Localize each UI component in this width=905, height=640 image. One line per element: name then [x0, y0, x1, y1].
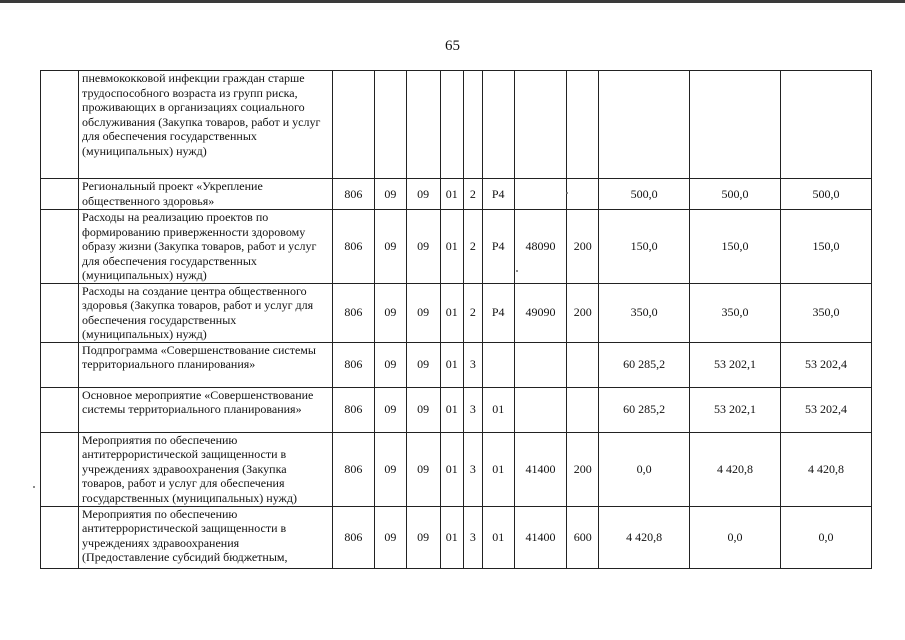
code-cell-c3: 09: [406, 179, 440, 210]
code-cell-c1: 806: [332, 179, 374, 210]
scan-top-edge: [0, 0, 905, 3]
table-row: [41, 342, 872, 387]
code-cell-c7: 49090: [514, 283, 567, 342]
expense-name-cell: Расходы на создание центра общественного здоровья (Закупка товаров, работ и услуг для обеспечения государственных (муниципальных) нужд): [79, 283, 333, 342]
code-cell-c1: 806: [332, 387, 374, 432]
code-cell-c6: 01: [482, 432, 514, 506]
amount-cell-year-1: 350,0: [599, 283, 690, 342]
amount-cell-year-1: 60 285,2: [599, 387, 690, 432]
code-cell-c2: 09: [375, 432, 407, 506]
code-cell-c4: 01: [440, 210, 463, 284]
code-cell-c8: 600: [567, 506, 599, 568]
code-cell-c6: [482, 71, 514, 179]
code-cell-c3: 09: [406, 432, 440, 506]
code-cell-c4: 01: [440, 387, 463, 432]
code-cell-c7: [514, 179, 567, 210]
code-cell-c3: [406, 71, 440, 179]
code-cell-c7: 41400: [514, 432, 567, 506]
code-cell-c4: 01: [440, 179, 463, 210]
table-row: [41, 506, 872, 568]
code-cell-c5: 3: [463, 432, 482, 506]
code-cell-c7: 48090: [514, 210, 567, 284]
code-cell-c7: 41400: [514, 506, 567, 568]
code-cell-c5: [463, 71, 482, 179]
code-cell-c1: 806: [332, 506, 374, 568]
amount-cell-year-3: 0,0: [780, 506, 871, 568]
code-cell-c2: 09: [375, 387, 407, 432]
amount-cell-year-1: 150,0: [599, 210, 690, 284]
code-cell-c6: P4: [482, 210, 514, 284]
code-cell-c6: P4: [482, 283, 514, 342]
code-cell-c8: [567, 179, 599, 210]
table-row: [41, 387, 872, 432]
code-cell-c2: 09: [375, 179, 407, 210]
code-cell-c8: 200: [567, 432, 599, 506]
expense-name-cell: Мероприятия по обеспечению антитеррористической защищенности в учреждениях здравоохранения (Предоставление субсидий бюджетным,: [79, 506, 333, 568]
row-number-cell: [41, 506, 79, 568]
row-number-cell: [41, 342, 79, 387]
code-cell-c4: 01: [440, 283, 463, 342]
amount-cell-year-1: 60 285,2: [599, 342, 690, 387]
code-cell-c6: [482, 342, 514, 387]
table-row: [41, 210, 872, 284]
code-cell-c1: 806: [332, 342, 374, 387]
amount-cell-year-3: [780, 71, 871, 179]
row-number-cell: [41, 179, 79, 210]
code-cell-c3: 09: [406, 210, 440, 284]
amount-cell-year-2: 53 202,1: [690, 387, 781, 432]
amount-cell-year-1: [599, 71, 690, 179]
table-body: [41, 71, 872, 569]
amount-cell-year-1: 0,0: [599, 432, 690, 506]
code-cell-c3: 09: [406, 506, 440, 568]
amount-cell-year-2: 53 202,1: [690, 342, 781, 387]
amount-cell-year-2: [690, 71, 781, 179]
amount-cell-year-1: 500,0: [599, 179, 690, 210]
code-cell-c7: [514, 342, 567, 387]
scan-speck: [33, 486, 35, 488]
code-cell-c6: 01: [482, 506, 514, 568]
code-cell-c3: 09: [406, 342, 440, 387]
code-cell-c2: 09: [375, 210, 407, 284]
code-cell-c7: [514, 71, 567, 179]
code-cell-c5: 3: [463, 506, 482, 568]
code-cell-c5: 2: [463, 210, 482, 284]
code-cell-c4: [440, 71, 463, 179]
code-cell-c1: [332, 71, 374, 179]
page-number: 65: [445, 38, 460, 54]
scan-speck: [516, 270, 518, 272]
code-cell-c8: 200: [567, 283, 599, 342]
code-cell-c2: 09: [375, 283, 407, 342]
amount-cell-year-1: 4 420,8: [599, 506, 690, 568]
amount-cell-year-2: 150,0: [690, 210, 781, 284]
code-cell-c5: 2: [463, 179, 482, 210]
amount-cell-year-2: 0,0: [690, 506, 781, 568]
code-cell-c8: [567, 342, 599, 387]
amount-cell-year-2: 500,0: [690, 179, 781, 210]
table-row: [41, 283, 872, 342]
amount-cell-year-3: 53 202,4: [780, 342, 871, 387]
code-cell-c2: 09: [375, 342, 407, 387]
amount-cell-year-3: 150,0: [780, 210, 871, 284]
code-cell-c5: 2: [463, 283, 482, 342]
row-number-cell: [41, 283, 79, 342]
code-cell-c8: [567, 387, 599, 432]
scan-speck: [566, 192, 568, 194]
table-row: [41, 71, 872, 179]
code-cell-c5: 3: [463, 387, 482, 432]
code-cell-c4: 01: [440, 506, 463, 568]
row-number-cell: [41, 387, 79, 432]
code-cell-c6: 01: [482, 387, 514, 432]
code-cell-c6: P4: [482, 179, 514, 210]
table-row: [41, 432, 872, 506]
code-cell-c1: 806: [332, 432, 374, 506]
code-cell-c5: 3: [463, 342, 482, 387]
code-cell-c8: 200: [567, 210, 599, 284]
expense-name-cell: Основное мероприятие «Совершенствование системы территориального планирования»: [79, 387, 333, 432]
row-number-cell: [41, 71, 79, 179]
budget-table: [40, 70, 872, 569]
code-cell-c7: [514, 387, 567, 432]
amount-cell-year-3: 500,0: [780, 179, 871, 210]
expense-name-cell: Региональный проект «Укрепление общественного здоровья»: [79, 179, 333, 210]
amount-cell-year-2: 4 420,8: [690, 432, 781, 506]
code-cell-c4: 01: [440, 432, 463, 506]
code-cell-c2: 09: [375, 506, 407, 568]
expense-name-cell: Подпрограмма «Совершенствование системы территориального планирования»: [79, 342, 333, 387]
amount-cell-year-3: 4 420,8: [780, 432, 871, 506]
table-row: [41, 179, 872, 210]
row-number-cell: [41, 432, 79, 506]
code-cell-c8: [567, 71, 599, 179]
expense-name-cell: Расходы на реализацию проектов по формированию приверженности здоровому образу жизни (Закупка товаров, работ и услуг для обеспечения государственных (муниципальных) нужд): [79, 210, 333, 284]
row-number-cell: [41, 210, 79, 284]
code-cell-c3: 09: [406, 283, 440, 342]
amount-cell-year-3: 53 202,4: [780, 387, 871, 432]
expense-name-cell: Мероприятия по обеспечению антитеррористической защищенности в учреждениях здравоохранения (Закупка товаров, работ и услуг для обеспечения государственных (муниципальных) нужд): [79, 432, 333, 506]
code-cell-c2: [375, 71, 407, 179]
code-cell-c3: 09: [406, 387, 440, 432]
expense-name-cell: пневмококковой инфекции граждан старше трудоспособного возраста из групп риска, проживающих в организациях социального обслуживания (Закупка товаров, работ и услуг для обеспечения государственных (муниципальных) нужд): [79, 71, 333, 179]
amount-cell-year-2: 350,0: [690, 283, 781, 342]
code-cell-c4: 01: [440, 342, 463, 387]
amount-cell-year-3: 350,0: [780, 283, 871, 342]
code-cell-c1: 806: [332, 210, 374, 284]
code-cell-c1: 806: [332, 283, 374, 342]
